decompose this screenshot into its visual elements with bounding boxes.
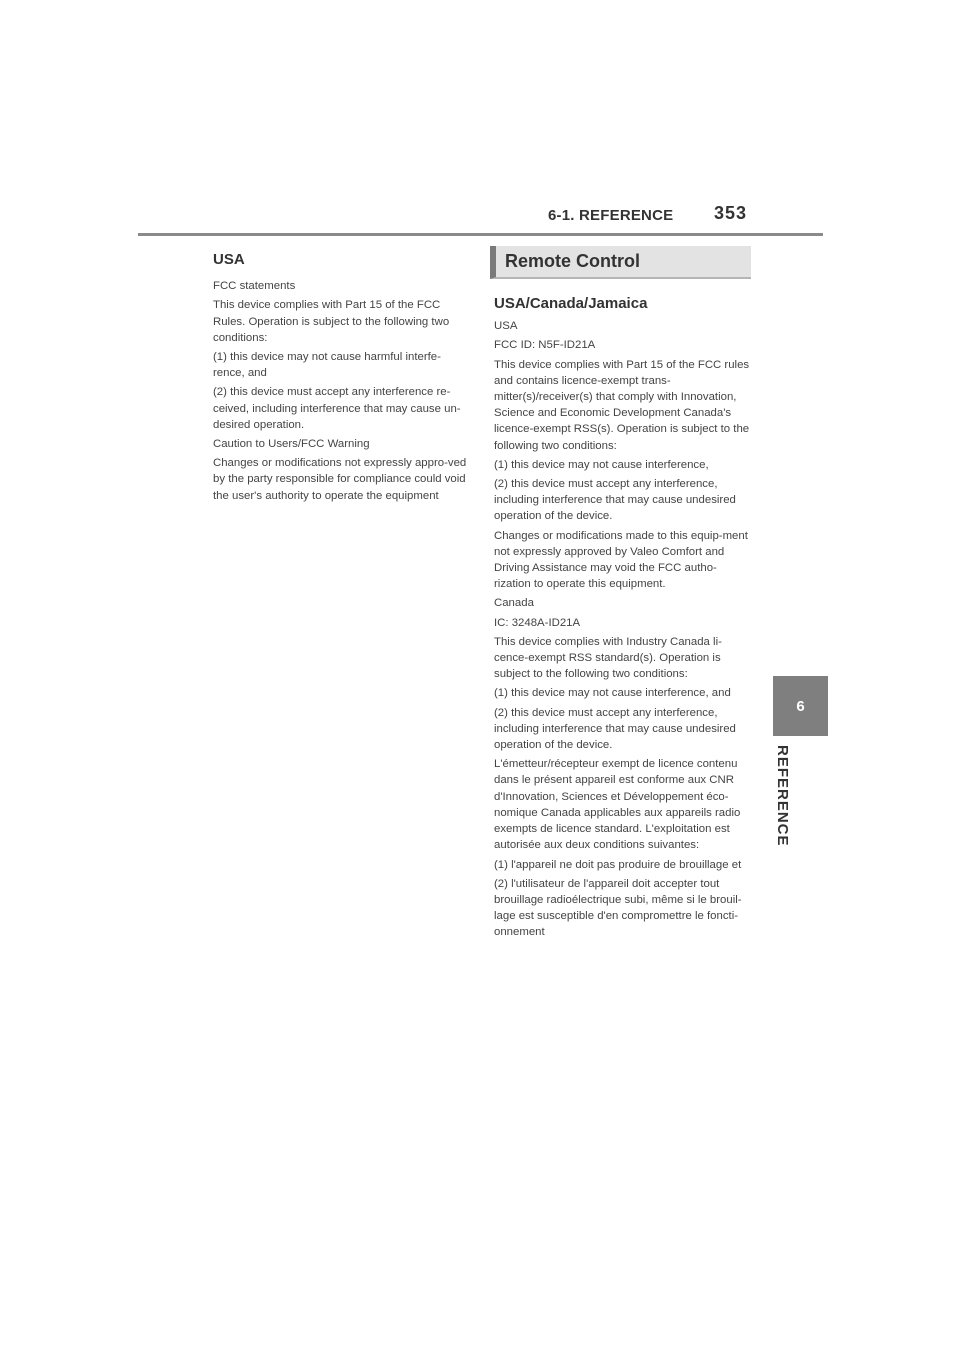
paragraph: IC: 3248A-ID21A [494,616,581,629]
remote-control-section-title: Remote Control [490,246,751,279]
running-header-section: 6-1. REFERENCE [548,207,674,224]
paragraph: Changes or modifications not expressly appro-ved by the party responsible for compliance could void the user's authority to operate the equipment [213,457,467,502]
paragraph: (1) this device may not cause harmful interfe-rence, and [213,351,441,380]
paragraph: This device complies with Part 15 of the FCC Rules. Operation is subject to the following two conditions: [213,299,450,344]
chapter-label: REFERENCE [774,745,791,847]
chapter-tab: 6 [773,676,828,736]
paragraph: Changes or modifications made to this equip-ment not expressly approved by Valeo Comfort and Driving Assistance may void the FCC autho-rization to operate this equipment. [494,529,748,591]
paragraph: FCC statements [213,280,296,293]
left-column [213,252,468,507]
paragraph: (1) this device may not cause interference, [494,458,709,471]
paragraph: (2) l'utilisateur de l'appareil doit accepter tout brouillage radioélectrique subi, même si le brouil-lage est susceptible d'en compromettre le foncti-onnement [494,877,742,939]
paragraph: This device complies with Part 15 of the FCC rules and contains licence-exempt trans-mitter(s)/receiver(s) that comply with Innovation, Science and Economic Development Canada's licence-exempt RSS(s). Operation is subject to the following two conditions: [494,358,750,452]
page-number: 353 [714,203,748,223]
header-divider [138,233,823,236]
paragraph: (1) this device may not cause interference, and [494,687,731,700]
usa-heading: USA [213,251,245,268]
paragraph: (1) l'appareil ne doit pas produire de brouillage et [494,858,742,871]
paragraph: (2) this device must accept any interference, including interference that may cause undesired operation of the device. [494,478,736,523]
paragraph: FCC ID: N5F-ID21A [494,339,596,352]
paragraph: (2) this device must accept any interference re-ceived, including interference that may cause un-desired operation. [213,386,461,431]
paragraph: L'émetteur/récepteur exempt de licence contenu dans le présent appareil est conforme aux CNR d'Innovation, Sciences et Développement éco-nomique Canada applicables aux appareils radio exempts de licence standard. L'exploitation est autorisée aux deux conditions suivantes: [494,758,741,852]
paragraph: Caution to Users/FCC Warning [213,438,370,451]
usa-canada-jamaica-heading: USA/Canada/Jamaica [494,295,648,312]
paragraph: Canada [494,597,534,610]
right-column [494,246,752,944]
paragraph: (2) this device must accept any interference, including interference that may cause undesired operation of the device. [494,706,736,752]
paragraph: USA [494,320,518,333]
paragraph: This device complies with Industry Canada li-cence-exempt RSS standard(s). Operation is subject to the following two conditions: [494,635,722,681]
